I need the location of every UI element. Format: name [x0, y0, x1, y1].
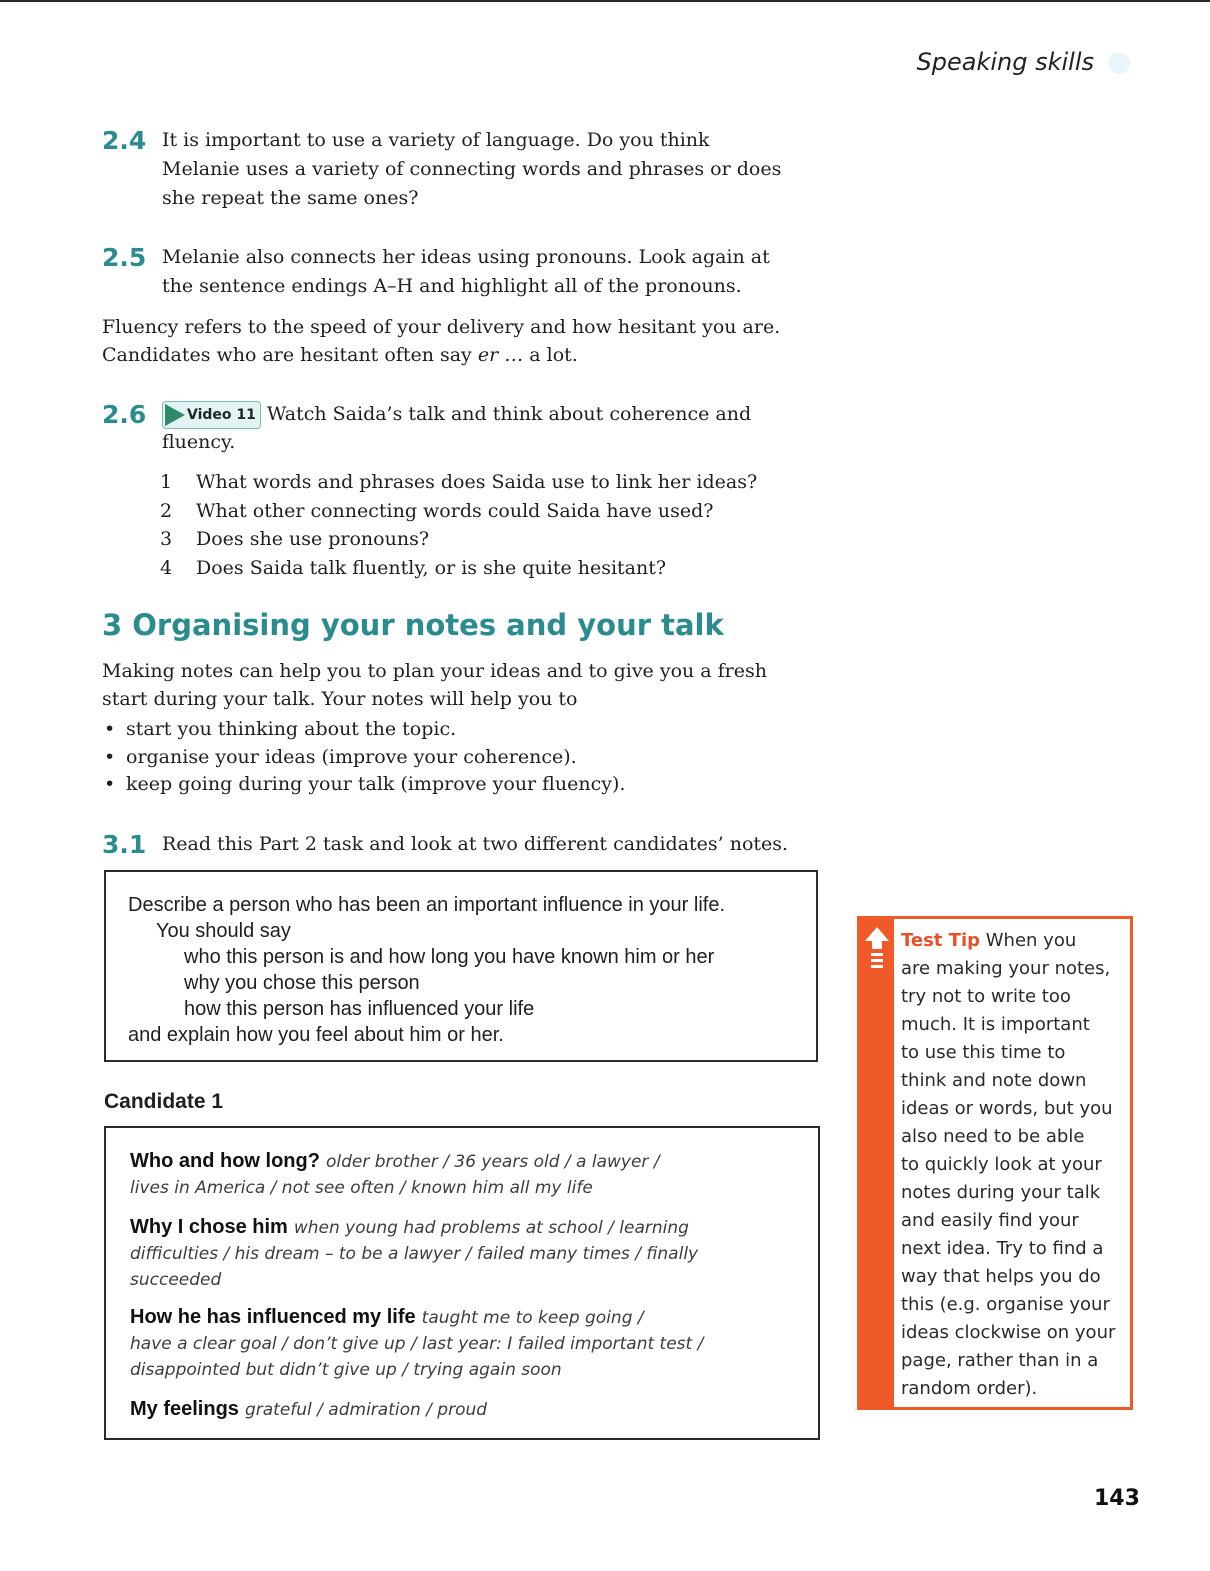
exercise-number: 3.1 [102, 830, 147, 859]
item-text: Does Saida talk fluently, or is she quite hesitant? [196, 556, 667, 579]
task-line: why you chose this person [184, 972, 420, 994]
task-line: Describe a person who has been an important influence in your life. [128, 894, 726, 916]
task-line: how this person has influenced your life [184, 998, 535, 1020]
note-text: disappointed but didn’t give up / trying again soon [130, 1360, 562, 1380]
tip-line: ideas clockwise on your [901, 1322, 1116, 1343]
exercise-number: 2.5 [102, 243, 147, 272]
text-line: fluency. [162, 431, 236, 453]
list-item [104, 716, 625, 744]
tip-line: to use this time to [901, 1042, 1066, 1063]
top-rule [0, 0, 1210, 2]
tip-line: notes during your talk [901, 1182, 1101, 1203]
text-line [162, 400, 812, 429]
tip-line: ideas or words, but you [901, 1098, 1113, 1119]
exercise-number: 2.4 [102, 126, 147, 155]
note-text: taught me to keep going / [421, 1308, 644, 1328]
note-line [130, 1214, 790, 1241]
item-text: start you thinking about the topic. [126, 718, 457, 740]
task-card [104, 870, 818, 1062]
text-span: Watch Saida’s talk and think about coherence and [266, 403, 752, 425]
candidate-heading: Candidate 1 [104, 1090, 224, 1113]
bullet-list [104, 716, 625, 799]
tip-text [901, 927, 1123, 1403]
hesitation-example: er … [477, 344, 524, 366]
task-line: who this person is and how long you have known him or her [184, 946, 715, 968]
candidate-notes [104, 1126, 820, 1440]
note-block [130, 1214, 790, 1293]
note-text: succeeded [130, 1270, 222, 1290]
tip-line: next idea. Try to find a [901, 1238, 1104, 1259]
task-line: and explain how you feel about him or her. [128, 1024, 504, 1046]
item-number: 1 [160, 471, 173, 493]
tip-title: Test Tip [901, 930, 981, 951]
arrow-up-icon [863, 925, 891, 975]
tip-line: random order). [901, 1378, 1038, 1399]
fluency-paragraph [102, 313, 822, 369]
exercise-text: Read this Part 2 task and look at two different candidates’ notes. [162, 833, 789, 855]
text-line: Making notes can help you to plan your ideas and to give you a fresh [102, 660, 767, 682]
test-tip-box [857, 916, 1133, 1410]
list-item [160, 554, 757, 583]
tip-stripe [860, 919, 894, 1407]
note-block [130, 1148, 790, 1201]
text-line: Melanie uses a variety of connecting words and phrases or does [162, 158, 782, 180]
list-item [160, 525, 757, 554]
note-block [130, 1304, 790, 1383]
bullet-icon: • [104, 773, 116, 795]
text-line: Melanie also connects her ideas using pronouns. Look again at [162, 246, 770, 268]
tip-line: page, rather than in a [901, 1350, 1099, 1371]
tip-line: try not to write too [901, 986, 1071, 1007]
bullet-icon: • [104, 745, 116, 768]
text-span: a lot. [523, 344, 578, 366]
text-line: she repeat the same ones? [162, 187, 419, 209]
bullet-icon: • [104, 718, 116, 740]
tip-line: to quickly look at your [901, 1154, 1102, 1175]
note-line [130, 1304, 790, 1331]
tip-line: and easily find your [901, 1210, 1079, 1231]
item-text: keep going during your talk (improve your fluency). [126, 773, 626, 795]
section-intro [102, 657, 822, 713]
question-list [160, 468, 757, 582]
task-line: You should say [156, 920, 291, 942]
tip-line: this (e.g. organise your [901, 1294, 1110, 1315]
play-icon [165, 404, 185, 426]
note-text: grateful / admiration / proud [244, 1400, 488, 1420]
exercise-text [162, 126, 812, 213]
text-span: Candidates who are hesitant often say [102, 344, 478, 366]
note-label: Who and how long? [130, 1150, 320, 1172]
header-decoration [1108, 52, 1130, 74]
section-heading: 3 Organising your notes and your talk [102, 608, 724, 642]
item-text: What other connecting words could Saida have used? [196, 499, 714, 522]
note-label: How he has influenced my life [130, 1306, 416, 1328]
note-text: lives in America / not see often / known him all my life [130, 1178, 593, 1198]
exercise-text [162, 400, 812, 457]
note-text: older brother / 36 years old / a lawyer / [326, 1152, 660, 1172]
item-number: 3 [160, 528, 173, 550]
text-span: When you [985, 930, 1077, 951]
text-line [102, 341, 822, 369]
exercise-number: 2.6 [102, 400, 147, 429]
tip-line: think and note down [901, 1070, 1087, 1091]
list-item [104, 744, 625, 772]
list-item [104, 771, 625, 799]
video-label: Video 11 [187, 407, 256, 423]
item-number: 4 [160, 556, 173, 579]
note-label: My feelings [130, 1398, 239, 1420]
note-line [130, 1148, 790, 1175]
item-text: What words and phrases does Saida use to link her ideas? [196, 471, 758, 493]
tip-line: much. It is important [901, 1014, 1090, 1035]
tip-line [901, 927, 1123, 955]
text-line: It is important to use a variety of language. Do you think [162, 129, 710, 151]
list-item [160, 497, 757, 526]
tip-line: also need to be able [901, 1126, 1085, 1147]
running-header: Speaking skills [916, 48, 1094, 76]
item-text: organise your ideas (improve your coherence). [126, 745, 577, 768]
item-number: 2 [160, 499, 173, 522]
note-label: Why I chose him [130, 1216, 288, 1238]
text-line: Fluency refers to the speed of your delivery and how hesitant you are. [102, 316, 781, 338]
text-line: the sentence endings A–H and highlight all of the pronouns. [162, 275, 742, 297]
tip-line: are making your notes, [901, 958, 1111, 979]
note-block [130, 1396, 790, 1423]
exercise-text [162, 243, 812, 301]
note-text: have a clear goal / don’t give up / last year: I failed important test / [130, 1334, 704, 1354]
note-line [130, 1396, 790, 1423]
item-text: Does she use pronouns? [196, 528, 430, 550]
note-text: when young had problems at school / learning [293, 1218, 689, 1238]
note-text: difficulties / his dream – to be a lawyer / failed many times / finally [130, 1244, 699, 1264]
list-item [160, 468, 757, 497]
text-line: start during your talk. Your notes will help you to [102, 688, 578, 710]
page-number: 143 [1094, 1486, 1140, 1511]
video-button[interactable] [162, 401, 261, 429]
tip-line: way that helps you do [901, 1266, 1101, 1287]
